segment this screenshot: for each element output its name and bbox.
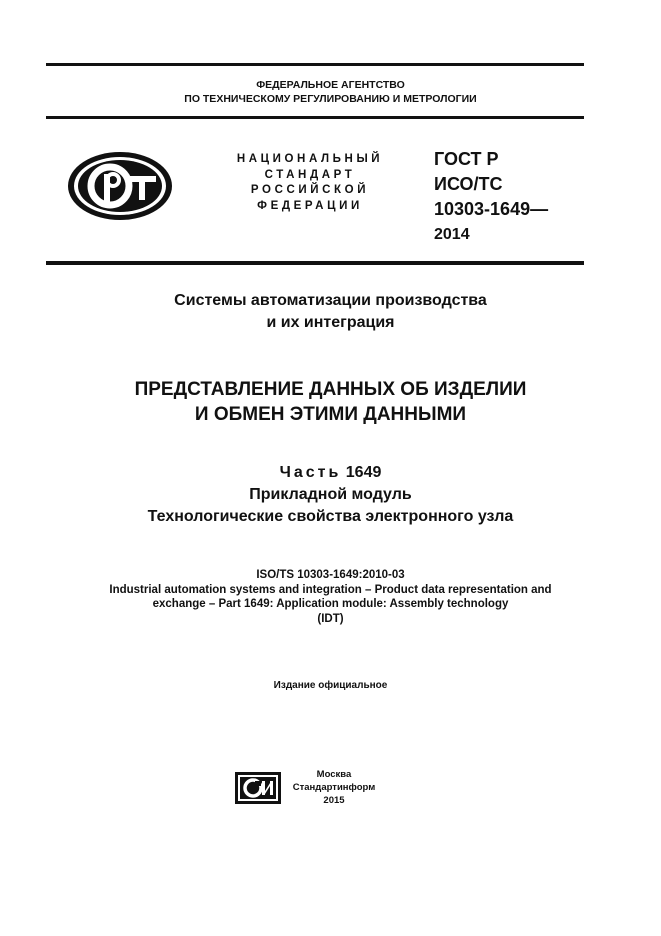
publisher-year: 2015 xyxy=(323,795,345,806)
standartinform-logo-icon xyxy=(235,772,281,804)
agency-line-1: ФЕДЕРАЛЬНОЕ АГЕНТСТВО xyxy=(256,79,405,91)
national-standard-line-1: НАЦИОНАЛЬНЫЙ xyxy=(236,153,384,165)
iso-title-line-2: exchange – Part 1649: Application module: Assembly technology xyxy=(152,598,509,610)
designation-line-2: ИСО/ТС xyxy=(434,174,503,194)
group-title xyxy=(0,290,661,334)
designation-line-1: ГОСТ Р xyxy=(434,149,499,169)
designation-year: 2014 xyxy=(434,226,470,243)
agency-line-2: ПО ТЕХНИЧЕСКОМУ РЕГУЛИРОВАНИЮ И МЕТРОЛОГИИ xyxy=(184,93,477,105)
header-rule xyxy=(46,261,584,265)
national-standard-line-4: ФЕДЕРАЦИИ xyxy=(257,199,363,212)
agency-name xyxy=(0,78,661,106)
standard-designation xyxy=(434,147,548,247)
designation-line-3: 10303-1649— xyxy=(434,199,549,219)
publisher-info xyxy=(286,768,382,807)
main-title-line-2: И ОБМЕН ЭТИМИ ДАННЫМИ xyxy=(194,404,467,425)
publisher-city: Москва xyxy=(316,769,352,780)
agency-rule xyxy=(46,116,584,119)
national-standard-label xyxy=(212,152,408,214)
group-title-line-1: Системы автоматизации производства xyxy=(174,292,487,309)
national-standard-line-3: РОССИЙСКОЙ xyxy=(250,184,370,196)
idt-mark: (IDT) xyxy=(317,612,344,625)
module-line-1: Прикладной модуль xyxy=(249,486,412,503)
part-word: Часть xyxy=(279,464,342,481)
iso-title-line-1: Industrial automation systems and integration – Product data representation and xyxy=(109,583,552,596)
iso-code: ISO/TS 10303-1649:2010-03 xyxy=(256,569,405,581)
part-title xyxy=(0,462,661,528)
publisher-name: Стандартинформ xyxy=(292,782,376,793)
top-rule xyxy=(46,63,584,66)
main-title xyxy=(0,377,661,427)
main-title-line-1: ПРЕДСТАВЛЕНИЕ ДАННЫХ ОБ ИЗДЕЛИИ xyxy=(134,379,527,400)
edition-label: Издание официальное xyxy=(273,680,388,691)
part-number: 1649 xyxy=(345,464,382,481)
part-heading xyxy=(0,462,661,484)
national-standard-line-2: СТАНДАРТ xyxy=(264,168,356,181)
rst-mark-icon xyxy=(66,150,174,222)
module-line-2: Технологические свойства электронного узла xyxy=(147,508,514,525)
rst-mark-letters: РСТ xyxy=(66,150,68,151)
international-reference xyxy=(0,568,661,626)
group-title-line-2: и их интеграция xyxy=(266,314,395,331)
